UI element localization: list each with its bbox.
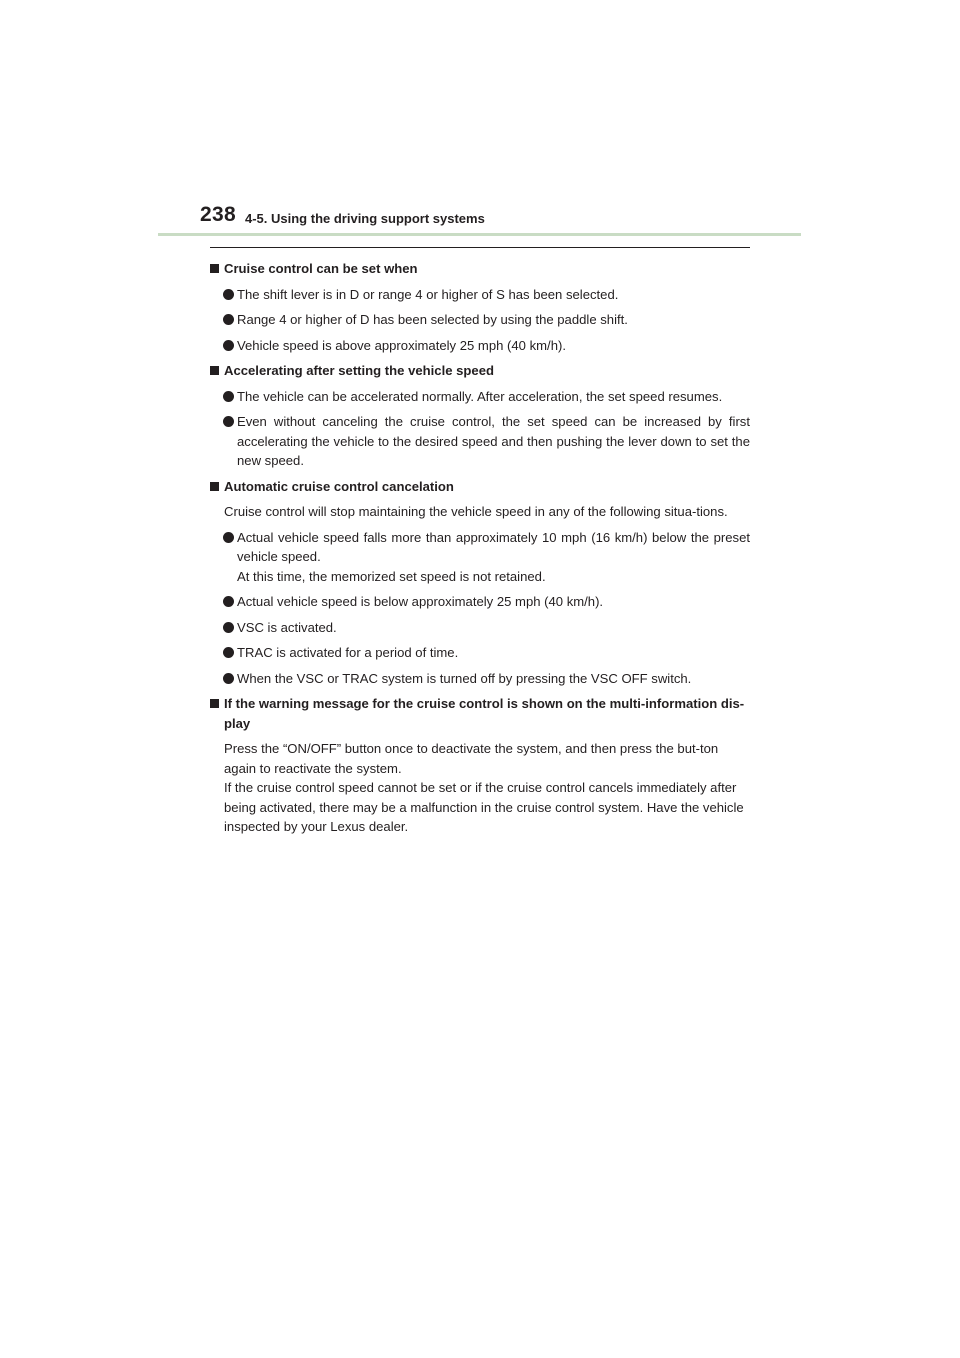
square-marker-icon	[210, 699, 219, 708]
bullet-dot-icon	[223, 673, 234, 684]
bullet-dot-icon	[223, 596, 234, 607]
list-item-text: When the VSC or TRAC system is turned off by pressing the VSC OFF switch.	[237, 670, 692, 686]
list-item	[210, 618, 750, 638]
list-item	[210, 528, 750, 587]
section-cruise-set-conditions	[210, 259, 750, 355]
section-heading-text: If the warning message for the cruise control is shown on the multi-information dis-play	[224, 696, 745, 731]
section-heading-text: Automatic cruise control cancelation	[224, 478, 454, 494]
bullet-dot-icon	[223, 416, 234, 427]
paragraph-line: Press the “ON/OFF” button once to deactivate the system, and then press the but-ton again to reactivate the system.	[224, 741, 719, 776]
list-item	[210, 310, 750, 330]
list-item	[210, 643, 750, 663]
list-item-text: The shift lever is in D or range 4 or higher of S has been selected.	[237, 286, 619, 302]
list-item-text: Actual vehicle speed falls more than approximately 10 mph (16 km/h) below the preset vehicle speed.	[237, 529, 750, 564]
list-item-text: Range 4 or higher of D has been selected by using the paddle shift.	[237, 312, 628, 327]
bullet-dot-icon	[223, 622, 234, 633]
list-item-text: The vehicle can be accelerated normally. After acceleration, the set speed resumes.	[237, 388, 723, 404]
section-heading	[210, 361, 750, 381]
paragraph-line: If the cruise control speed cannot be set or if the cruise control cancels immediately after being activated, there may be a malfunction in the cruise control system. Have the vehicle inspected by your Lexus dealer.	[224, 780, 744, 834]
section-heading-text: Cruise control can be set when	[224, 261, 418, 276]
section-heading	[210, 694, 750, 733]
section-heading-text: Accelerating after setting the vehicle speed	[224, 363, 494, 378]
bullet-dot-icon	[223, 532, 234, 543]
list-item-text: VSC is activated.	[237, 619, 337, 635]
page-content	[210, 259, 750, 843]
square-marker-icon	[210, 264, 219, 273]
section-heading	[210, 259, 750, 279]
bullet-dot-icon	[223, 647, 234, 658]
bullet-dot-icon	[223, 391, 234, 402]
header-rule	[158, 233, 801, 236]
list-item-text: Vehicle speed is above approximately 25 mph (40 km/h).	[237, 337, 566, 353]
list-item	[210, 412, 750, 471]
list-item	[210, 387, 750, 407]
list-item-text: Actual vehicle speed is below approximately 25 mph (40 km/h).	[237, 594, 604, 609]
bullet-dot-icon	[223, 289, 234, 300]
content-divider	[210, 247, 750, 248]
section-intro: Cruise control will stop maintaining the vehicle speed in any of the following situa-tions.	[224, 504, 728, 519]
list-item-text: Even without canceling the cruise control, the set speed can be increased by first accelerating the vehicle to the desired speed and then pushing the lever down to set the new speed.	[237, 414, 750, 468]
bullet-dot-icon	[223, 340, 234, 351]
list-item	[210, 336, 750, 356]
section-warning-message	[210, 694, 750, 837]
paragraph	[210, 739, 750, 837]
square-marker-icon	[210, 366, 219, 375]
square-marker-icon	[210, 482, 219, 491]
section-heading	[210, 477, 750, 497]
section-title: 4-5. Using the driving support systems	[245, 211, 485, 226]
section-automatic-cancelation	[210, 477, 750, 689]
list-item	[210, 592, 750, 612]
list-item-note: At this time, the memorized set speed is not retained.	[237, 568, 546, 584]
list-item	[210, 285, 750, 305]
section-accelerating	[210, 361, 750, 471]
list-item-text: TRAC is activated for a period of time.	[237, 645, 459, 660]
bullet-dot-icon	[223, 314, 234, 325]
page-number: 238	[200, 203, 236, 226]
list-item	[210, 669, 750, 689]
